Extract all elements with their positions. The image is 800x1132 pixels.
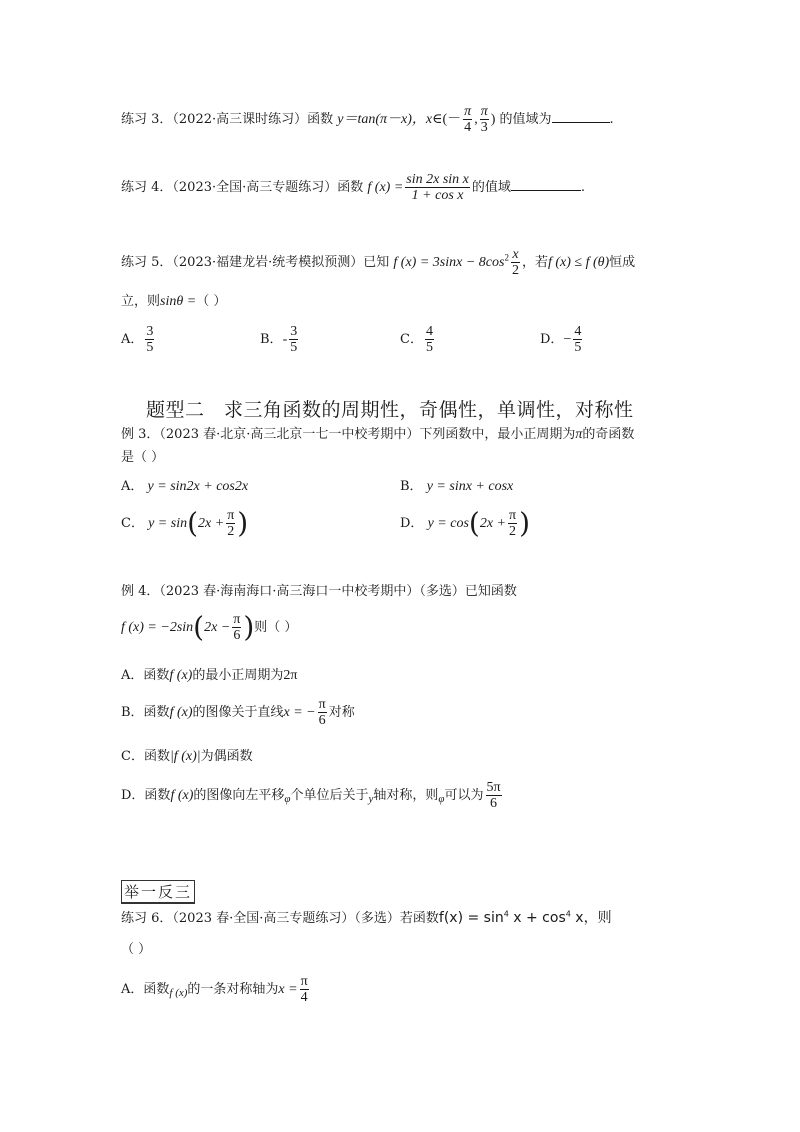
exercise-5-option-a[interactable] — [121, 324, 156, 355]
inner-expression: 2x + — [198, 516, 225, 531]
pi-symbol: π — [575, 427, 583, 442]
numerator: π — [480, 104, 488, 119]
exercise-3-function: y＝tan(π－x)，x∈ — [337, 112, 443, 127]
option-fx: f (x) — [170, 788, 194, 803]
numerator: sin 2x sin x — [406, 172, 469, 187]
denominator: 2 — [511, 263, 519, 278]
example-3-line2 — [121, 446, 164, 465]
option-fraction — [573, 324, 582, 355]
exercise-5-fx: f (x) = 3sinx − 8cos — [393, 255, 505, 270]
exercise-4-fraction — [405, 172, 470, 203]
section-heading: 题型二 求三角函数的周期性，奇偶性，单调性，对称性 — [146, 399, 634, 421]
option-value: 2π — [283, 668, 298, 683]
example-3-text-end: 的奇函数 — [582, 427, 635, 442]
option-expression: y = sinx + cosx — [426, 479, 514, 494]
exercise-4-fx: f (x) = — [367, 180, 404, 195]
exercise-5-condition: f (x) ≤ f (θ) — [547, 255, 610, 270]
exercise-6 — [121, 907, 612, 927]
fraction-pi-over-4 — [463, 104, 472, 135]
then-text: 立，则 — [121, 294, 161, 309]
exercise-6-cos: x + cos — [508, 910, 566, 926]
denominator: 4 — [464, 120, 472, 135]
example-4-text: 例 4．（2023 春·海南海口·高三海口一中校考期中）（多选）已知函数 — [121, 584, 517, 599]
inner-expression: 2x − — [204, 620, 231, 635]
numerator: 4 — [574, 324, 582, 339]
paren-open: ( — [468, 506, 480, 540]
exercise-5 — [121, 247, 635, 278]
practice-section-label: 举一反三 — [121, 880, 195, 904]
option-sign: − — [563, 332, 572, 347]
paren-close: ) — [490, 112, 496, 127]
denominator: 5 — [290, 340, 298, 355]
answer-blank[interactable] — [511, 178, 581, 191]
denominator: 5 — [574, 340, 582, 355]
exercise-6-line2 — [121, 938, 151, 957]
exercise-4-prefix: 练习 4．（2023·全国·高三专题练习）函数 — [121, 180, 364, 195]
paren-open: ( — [193, 610, 205, 644]
option-label: A．函数 — [121, 982, 170, 997]
option-label: C．函数 — [121, 749, 170, 764]
denominator: 6 — [233, 628, 241, 643]
option-label: A．函数 — [121, 668, 170, 683]
exercise-5-option-b[interactable] — [260, 324, 300, 355]
exponent: 2 — [504, 252, 509, 263]
paren-open: ( — [187, 506, 199, 540]
option-label: B． — [260, 332, 283, 347]
numerator: π — [509, 508, 517, 523]
comma-if: ，若 — [521, 255, 548, 270]
option-fx: f (x) — [169, 705, 193, 720]
denominator: 6 — [490, 796, 498, 811]
numerator: π — [464, 104, 472, 119]
exercise-5-line2 — [121, 290, 226, 310]
answer-blank[interactable] — [552, 110, 610, 123]
numerator: 5π — [486, 780, 501, 795]
option-label: C． — [121, 516, 144, 531]
exercise-3-suffix: 的值域为 — [499, 112, 552, 127]
fraction-pi-over-2 — [508, 508, 517, 539]
sin-theta: sinθ = — [160, 294, 197, 309]
answer-paren: （ ） — [196, 294, 227, 309]
option-label: D． — [540, 332, 564, 347]
option-text: 的最小正周期为 — [192, 668, 284, 683]
comma: , — [474, 112, 478, 127]
exercise-5-option-c[interactable] — [400, 324, 436, 355]
exercise-3 — [121, 104, 614, 135]
fraction-pi-over-6 — [232, 612, 241, 643]
exercise-5-prefix: 练习 5．（2023·福建龙岩·统考模拟预测）已知 — [121, 255, 390, 270]
option-fraction — [145, 324, 154, 355]
numerator: 3 — [290, 324, 298, 339]
numerator: π — [233, 612, 241, 627]
example-4-function — [121, 612, 297, 643]
exercise-5-suffix: 恒成 — [609, 255, 636, 270]
exercise-4 — [121, 172, 585, 203]
option-abs-fx: |f (x)| — [169, 749, 201, 764]
fraction-pi-over-3 — [480, 104, 489, 135]
paren-close: ) — [243, 610, 255, 644]
then-text: 则（ ） — [254, 620, 298, 635]
phi-symbol: φ — [438, 793, 445, 805]
option-expression: y = sin2x + cos2x — [147, 479, 249, 494]
option-expression: y = sin — [148, 516, 188, 531]
x-equals: x = — [278, 982, 298, 997]
option-label: A． — [121, 479, 144, 494]
fraction-pi-over-6 — [318, 697, 327, 728]
fraction-x-over-2 — [511, 247, 520, 278]
denominator: 3 — [480, 120, 488, 135]
example-3-option-b[interactable] — [400, 475, 513, 495]
option-label: A． — [121, 332, 144, 347]
example-4-option-a[interactable] — [121, 664, 297, 684]
exercise-6-option-a[interactable] — [121, 974, 311, 1005]
fraction-pi-over-2 — [226, 508, 235, 539]
denominator: 2 — [227, 524, 235, 539]
option-text: 个单位后关于 — [290, 788, 369, 803]
option-text-end: 对称 — [328, 705, 355, 720]
option-text: 可以为 — [444, 788, 484, 803]
exercise-6-text: 练习 6．（2023 春·全国·高三专题练习）（多选）若函数 — [121, 911, 439, 926]
exponent: 4 — [503, 909, 509, 919]
fraction-5pi-over-6 — [486, 780, 502, 811]
option-sign: - — [282, 332, 288, 347]
example-3-option-a[interactable] — [121, 475, 248, 495]
option-fraction — [289, 324, 298, 355]
example-4-option-d[interactable] — [121, 780, 504, 811]
option-fx: f (x) — [169, 668, 193, 683]
period: . — [609, 112, 614, 127]
denominator: 5 — [146, 340, 154, 355]
example-4 — [121, 580, 517, 599]
numerator: x — [512, 247, 519, 262]
answer-paren: 是（ ） — [121, 450, 165, 465]
fraction-pi-over-4 — [300, 974, 309, 1005]
exercise-5-option-d[interactable] — [540, 324, 584, 355]
example-3-option-c[interactable] — [121, 508, 248, 539]
paren-close: ) — [519, 506, 531, 540]
example-4-option-b[interactable] — [121, 697, 355, 728]
exercise-6-tail: x，则 — [570, 910, 612, 926]
exercise-6-fx: f(x) = sin — [438, 910, 504, 926]
exercise-4-suffix: 的值域 — [471, 180, 511, 195]
exercise-3-prefix: 练习 3．（2022·高三课时练习）函数 — [121, 112, 334, 127]
denominator: 2 — [509, 524, 517, 539]
option-label: D． — [400, 516, 424, 531]
option-expression: y = cos — [427, 516, 469, 531]
inner-expression: 2x + — [479, 516, 507, 531]
numerator: π — [227, 508, 235, 523]
denominator: 4 — [300, 990, 308, 1005]
option-text: 的图像向左平移 — [193, 788, 285, 803]
option-text: 为偶函数 — [200, 749, 253, 764]
numerator: π — [300, 974, 308, 989]
example-4-option-c[interactable] — [121, 745, 253, 765]
numerator: 3 — [146, 324, 154, 339]
option-text: 的一条对称轴为 — [187, 982, 279, 997]
example-3-text: 例 3．（2023 春·北京·高三北京一七一中校考期中）下列函数中，最小正周期为 — [121, 427, 576, 442]
y-symbol: y — [368, 793, 374, 805]
x-equals: x = − — [283, 705, 316, 720]
option-label: C． — [400, 332, 423, 347]
phi-symbol: φ — [284, 793, 291, 805]
answer-paren: （ ） — [121, 942, 152, 957]
option-text: 轴对称，则 — [373, 788, 439, 803]
option-label: D．函数 — [121, 788, 171, 803]
paren-close: ) — [237, 506, 249, 540]
denominator: 1 + cos x — [411, 188, 464, 203]
example-3 — [121, 423, 634, 443]
example-3-option-d[interactable] — [400, 508, 530, 539]
period: . — [580, 180, 586, 195]
option-label: B． — [400, 479, 423, 494]
example-4-fx: f (x) = −2sin — [121, 620, 194, 635]
exponent: 4 — [565, 909, 571, 919]
option-text: 的图像关于直线 — [192, 705, 284, 720]
denominator: 6 — [318, 713, 326, 728]
paren-open: (－ — [442, 112, 462, 127]
numerator: 4 — [425, 324, 433, 339]
numerator: π — [318, 697, 326, 712]
option-fraction — [425, 324, 434, 355]
denominator: 5 — [425, 340, 433, 355]
option-fx: f (x) — [169, 987, 188, 999]
option-label: B．函数 — [121, 705, 170, 720]
